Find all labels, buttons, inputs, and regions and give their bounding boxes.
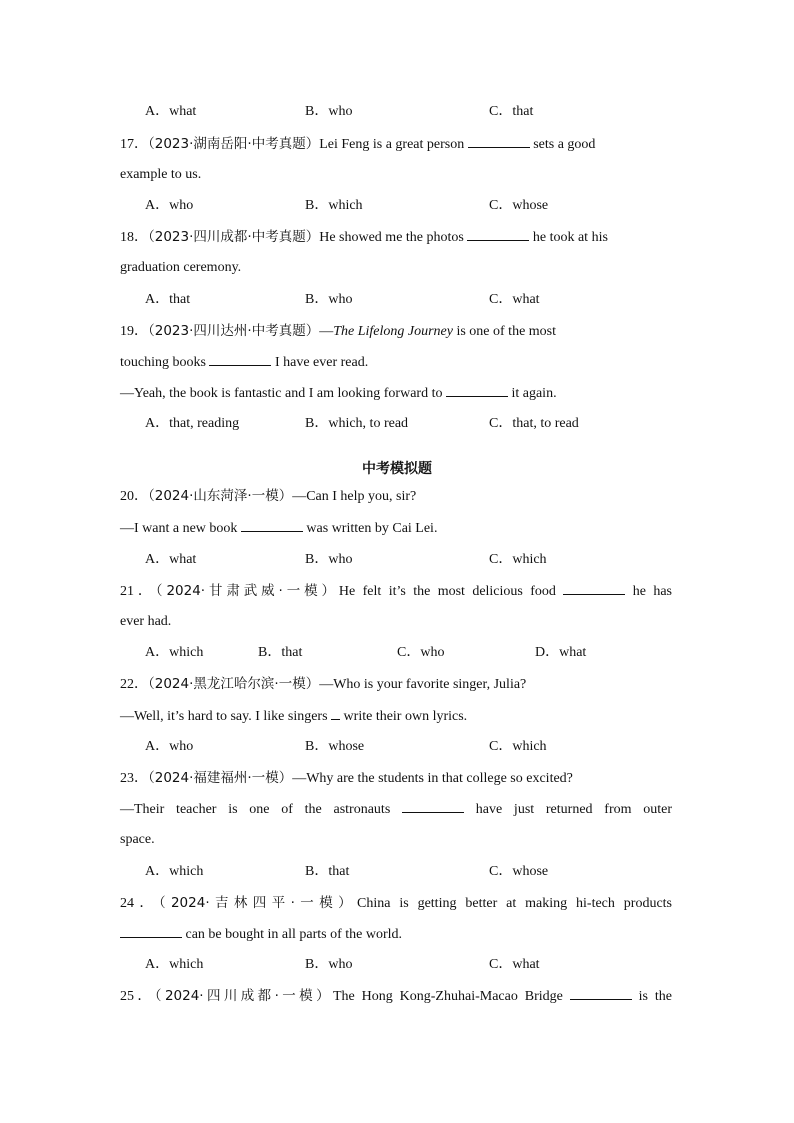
q17-number: 17． [120, 137, 148, 152]
q18-option-a: A．that [145, 292, 191, 307]
q23-option-c: C．whose [489, 864, 549, 879]
q25-stem [120, 987, 672, 1006]
q25-number: 25． [120, 989, 155, 1004]
q24-line2 [120, 925, 402, 944]
q19-line2-b: I have ever read. [271, 355, 369, 370]
q21-number: 21． [120, 584, 156, 599]
q19-option-c: C．that, to read [489, 416, 579, 431]
q20-option-a: A．what [145, 552, 197, 567]
q17-text-b: sets a good [529, 137, 596, 152]
q19-line3-b: it again. [507, 386, 557, 401]
q19-blank-1 [209, 353, 271, 366]
q18-option-c: C．what [489, 292, 540, 307]
q24-line2-b: can be bought in all parts of the world. [182, 927, 403, 942]
q21-option-b: B．that [258, 645, 303, 660]
q17-stem [120, 135, 595, 154]
q16-option-b: B．who [305, 104, 353, 119]
q21-option-a: A．which [145, 645, 204, 660]
q22-source: （2024·黑龙江哈尔滨·一模） [148, 676, 320, 692]
q24-blank [120, 925, 182, 938]
q19-book-title: The Lifelong Journey [333, 324, 453, 339]
q21-source: （2024·甘肃武威·一模） [155, 583, 339, 599]
q16-option-c: C．that [489, 104, 534, 119]
q23-source: （2024·福建福州·一模） [148, 770, 293, 786]
q20-blank [241, 519, 303, 532]
q23-line2-b: have just returned from outer [464, 802, 673, 817]
q19-line3 [120, 384, 557, 403]
q17-source: （2023·湖南岳阳·中考真题） [148, 136, 320, 152]
q23-blank [402, 800, 464, 813]
q19-line2-a: touching books [120, 355, 210, 370]
q17-text-a: Lei Feng is a great person [319, 137, 468, 152]
q20-stem [120, 487, 416, 506]
q18-blank [467, 228, 529, 241]
q20-line2 [120, 519, 437, 538]
q23-number: 23． [120, 771, 148, 786]
q25-text-a: The Hong Kong-Zhuhai-Macao Bridge [332, 989, 570, 1004]
q23-option-a: A．which [145, 864, 204, 879]
q19-option-a: A．that, reading [145, 416, 240, 431]
q18-text-a: He showed me the photos [319, 230, 468, 245]
q17-option-b: B．which [305, 198, 363, 213]
q20-text: —Can I help you, sir? [292, 489, 417, 504]
q18-stem [120, 228, 608, 247]
q24-option-b: B．who [305, 957, 353, 972]
q19-source: （2023·四川达州·中考真题） [148, 323, 320, 339]
q24-text: China is getting better at making hi-tech products [357, 896, 673, 911]
q20-option-c: C．which [489, 552, 547, 567]
q18-option-b: B．who [305, 292, 353, 307]
q22-line2 [120, 707, 467, 726]
q17-option-c: C．whose [489, 198, 549, 213]
q25-blank [570, 987, 632, 1000]
q21-text-b: he has [625, 584, 672, 599]
q21-text-a: He felt it’s the most delicious food [338, 584, 564, 599]
q22-line2-b: write their own lyrics. [340, 709, 468, 724]
q19-line3-a: —Yeah, the book is fantastic and I am looking forward to [120, 386, 446, 401]
q20-line2-a: —I want a new book [120, 521, 241, 536]
q23-line2 [120, 800, 672, 819]
q18-source: （2023·四川成都·中考真题） [148, 229, 320, 245]
q20-line2-b: was written by Cai Lei. [302, 521, 438, 536]
q24-option-a: A．which [145, 957, 204, 972]
q17-blank [468, 135, 530, 148]
q22-blank [331, 707, 340, 720]
q22-line2-a: —Well, it’s hard to say. I like singers [120, 709, 332, 724]
q21-option-c: C．who [397, 645, 445, 660]
q19-blank-2 [446, 384, 508, 397]
q17-line2: example to us. [120, 167, 202, 182]
q24-stem [120, 894, 672, 913]
q19-number: 19． [120, 324, 148, 339]
q24-number: 24． [120, 896, 159, 911]
q19-stem [120, 322, 556, 341]
q20-source: （2024·山东菏泽·一模） [148, 488, 293, 504]
q21-stem [120, 582, 672, 601]
q18-line2: graduation ceremony. [120, 260, 242, 275]
q22-text: —Who is your favorite singer, Julia? [319, 677, 527, 692]
q22-stem [120, 675, 526, 694]
section-title: 中考模拟题 [362, 461, 432, 477]
q19-line2 [120, 353, 368, 372]
q18-text-b: he took at his [529, 230, 608, 245]
q20-number: 20． [120, 489, 148, 504]
q20-option-b: B．who [305, 552, 353, 567]
q21-blank [563, 582, 625, 595]
q23-text: —Why are the students in that college so excited? [292, 771, 573, 786]
q21-line2: ever had. [120, 614, 172, 629]
q22-option-a: A．who [145, 739, 194, 754]
q19-text-a: is one of the most [452, 324, 557, 339]
q23-line2-a: —Their teacher is one of the astronauts [120, 802, 403, 817]
q25-source: （2024·四川成都·一模） [154, 988, 333, 1004]
q23-option-b: B．that [305, 864, 350, 879]
q23-line3: space. [120, 832, 155, 847]
q22-option-c: C．which [489, 739, 547, 754]
q24-source: （2024·吉林四平·一模） [158, 895, 357, 911]
q21-option-d: D．what [535, 645, 587, 660]
q22-number: 22． [120, 677, 148, 692]
q17-option-a: A．who [145, 198, 194, 213]
q16-option-a: A．what [145, 104, 197, 119]
q22-option-b: B．whose [305, 739, 365, 754]
q18-number: 18． [120, 230, 148, 245]
q19-dash: — [319, 324, 334, 339]
q24-option-c: C．what [489, 957, 540, 972]
q23-stem [120, 769, 573, 788]
q19-option-b: B．which, to read [305, 416, 409, 431]
q25-text-b: is the [631, 989, 672, 1004]
